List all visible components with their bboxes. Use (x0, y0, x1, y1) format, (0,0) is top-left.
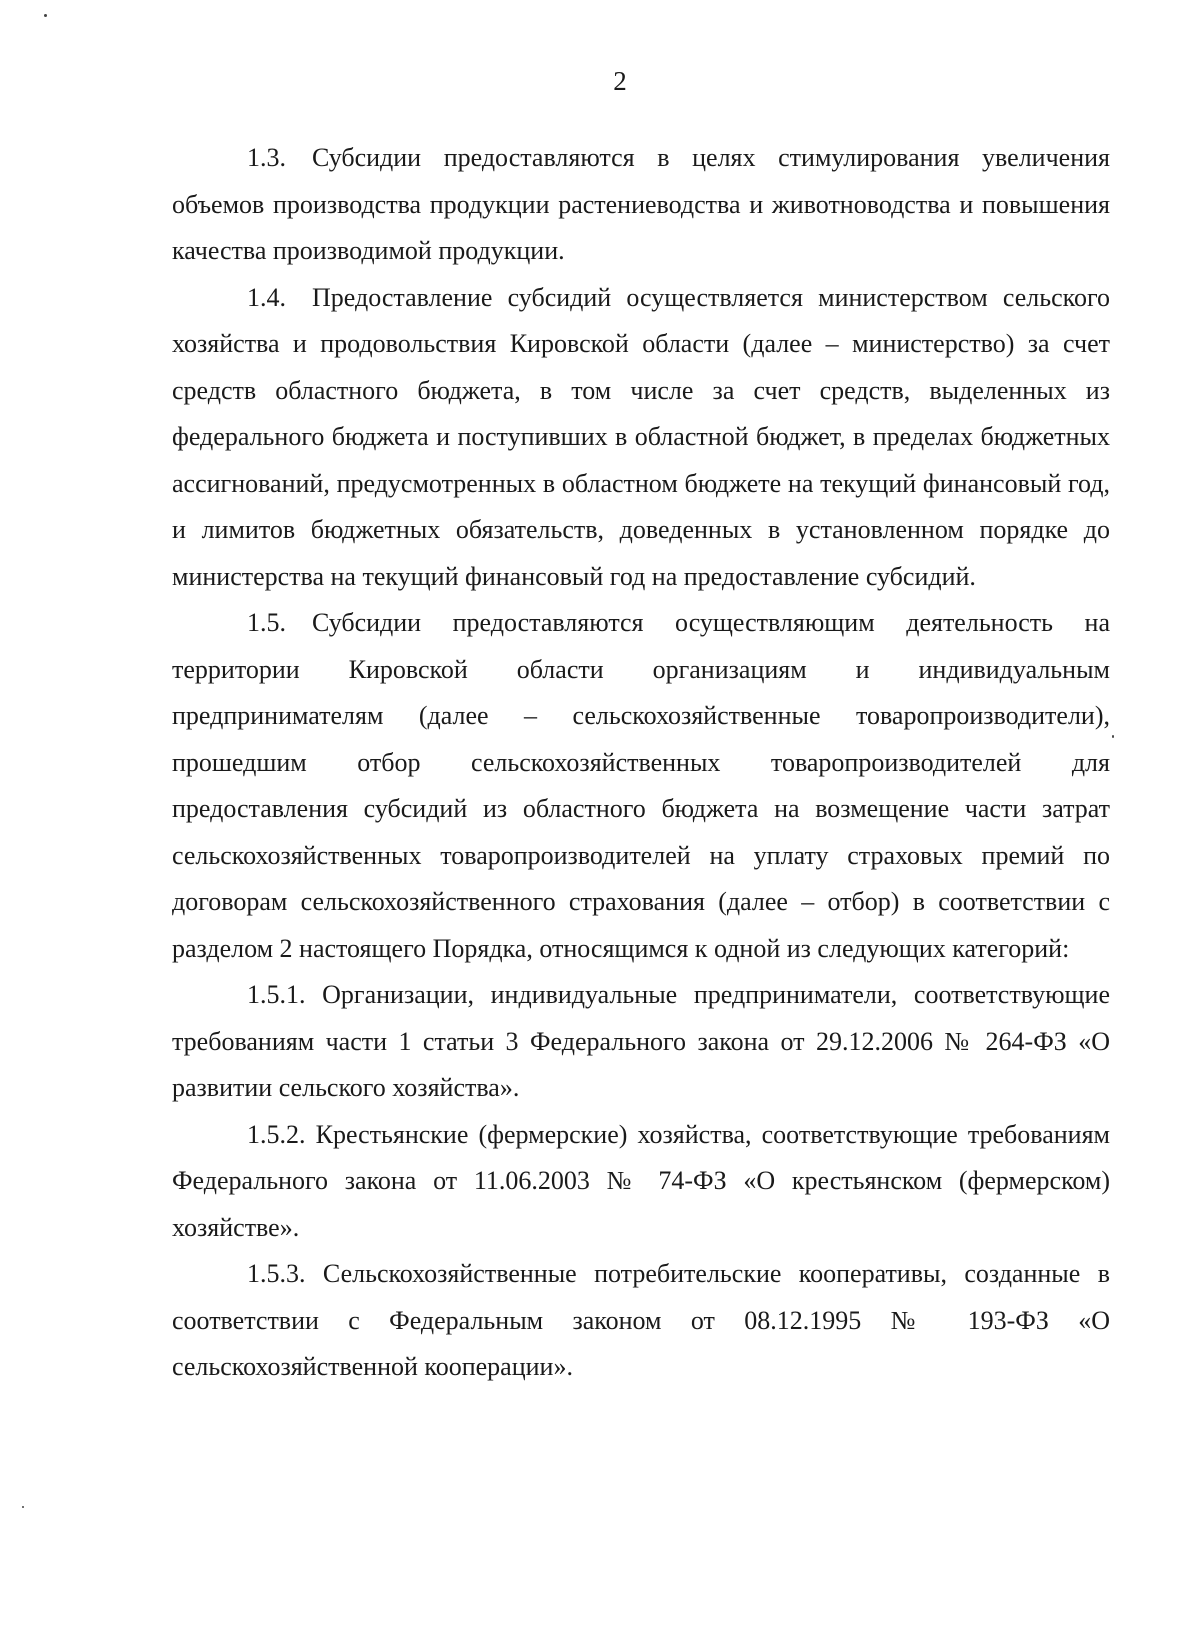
paragraph-1-5: 1.5. Субсидии предоставляются осуществляющим деятельность на территории Кировской области организациям и индивидуальным предпринимателям (далее – сельскохозяйственные товаропроизводители), прошедшим отбор сельскохозяйственных товаропроизводителей для предоставления субсидий из областного бюджета на возмещение части затрат сельскохозяйственных товаропроизводителей на уплату страховых премий по договорам сельскохозяйственного страхования (далее – отбор) в соответствии с разделом 2 настоящего Порядка, относящимся к одной из следующих категорий: (172, 608, 1110, 963)
scan-speck (22, 1506, 24, 1508)
page-number: 2 (613, 66, 627, 96)
paragraph-1-4: 1.4. Предоставление субсидий осуществляется министерством сельского хозяйства и продовольствия Кировской области (далее – министерство) за счет средств областного бюджета, в том числе за счет средств, выделенных из федерального бюджета и поступивших в областной бюджет, в пределах бюджетных ассигнований, предусмотренных в областном бюджете на текущий финансовый год, и лимитов бюджетных обязательств, доведенных в установленном порядке до министерства на текущий финансовый год на предоставление субсидий. (172, 282, 1110, 591)
paragraph-1-5-1: 1.5.1. Организации, индивидуальные предприниматели, соответствующие требованиям части 1 статьи 3 Федерального закона от 29.12.2006 № 264-ФЗ «О развитии сельского хозяйства». (172, 980, 1110, 1102)
scan-speck (1112, 735, 1114, 738)
paragraph-1-3: 1.3. Субсидии предоставляются в целях стимулирования увеличения объемов производства продукции растениеводства и животноводства и повышения качества производимой продукции. (172, 143, 1110, 265)
paragraph-1-5-2: 1.5.2. Крестьянские (фермерские) хозяйства, соответствующие требованиям Федерального закона от 11.06.2003 № 74-ФЗ «О крестьянском (фермерском) хозяйстве». (172, 1119, 1110, 1242)
scan-speck (44, 14, 47, 17)
document-body (172, 135, 1110, 1391)
paragraph-1-5-3: 1.5.3. Сельскохозяйственные потребительские кооперативы, созданные в соответствии с Федеральным законом от 08.12.1995 № 193-ФЗ «О сельскохозяйственной кооперации». (172, 1259, 1110, 1381)
